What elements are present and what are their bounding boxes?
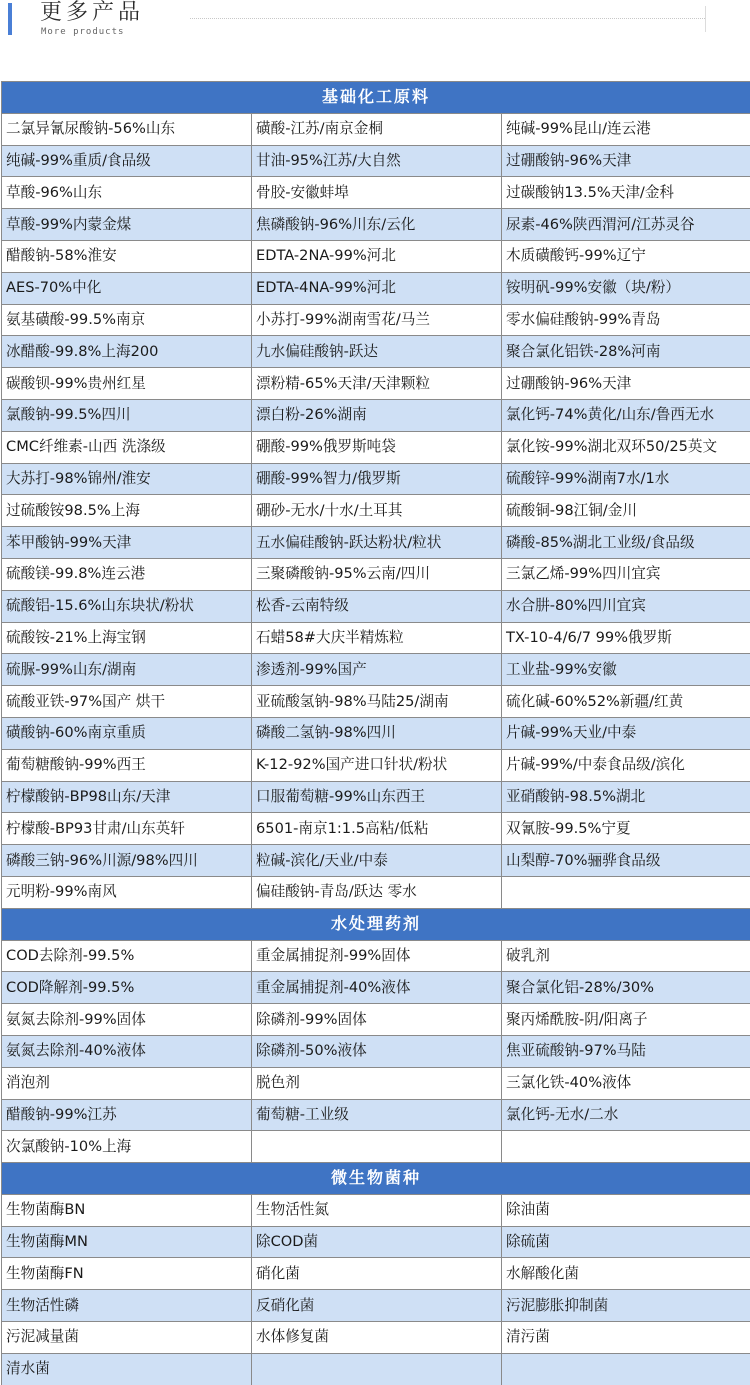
table-row (2, 717, 750, 749)
product-cell: 苯甲酸钠-99%天津 (2, 527, 252, 559)
product-cell: 元明粉-99%南风 (2, 876, 252, 908)
section-title: 微生物菌种 (2, 1163, 750, 1195)
product-cell: 大苏打-98%锦州/淮安 (2, 463, 252, 495)
table-row (2, 368, 750, 400)
product-cell: 水解酸化菌 (502, 1258, 750, 1290)
table-row (2, 1258, 750, 1290)
product-cell: 磺酸-江苏/南京金桐 (252, 113, 502, 145)
product-cell: 除磷剂-99%固体 (252, 1004, 502, 1036)
product-cell: 柠檬酸钠-BP98山东/天津 (2, 781, 252, 813)
table-row (2, 527, 750, 559)
table-row (2, 940, 750, 972)
product-cell: 生物菌酶MN (2, 1226, 252, 1258)
section-title: 水处理药剂 (2, 908, 750, 940)
product-cell: 纯碱-99%昆山/连云港 (502, 113, 750, 145)
product-cell: 生物菌酶BN (2, 1194, 252, 1226)
product-cell: 过硫酸铵98.5%上海 (2, 495, 252, 527)
header-tick (705, 6, 706, 32)
table-row (2, 1290, 750, 1322)
product-cell: 磷酸二氢钠-98%四川 (252, 717, 502, 749)
table-row (2, 1035, 750, 1067)
product-cell: 草酸-96%山东 (2, 177, 252, 209)
product-cell: 氯酸钠-99.5%四川 (2, 399, 252, 431)
table-row (2, 431, 750, 463)
header-accent-bar (8, 3, 12, 35)
product-cell: 6501-南京1:1.5高粘/低粘 (252, 813, 502, 845)
product-cell: EDTA-4NA-99%河北 (252, 272, 502, 304)
product-cell (252, 1353, 502, 1385)
product-cell: 片碱-99%天业/中泰 (502, 717, 750, 749)
product-cell: 重金属捕捉剂-40%液体 (252, 972, 502, 1004)
table-row (2, 495, 750, 527)
table-row (2, 336, 750, 368)
table-row (2, 240, 750, 272)
product-cell: 聚丙烯酰胺-阴/阳离子 (502, 1004, 750, 1036)
table-row (2, 272, 750, 304)
product-cell: 氯化钙-无水/二水 (502, 1099, 750, 1131)
product-cell: 生物活性磷 (2, 1290, 252, 1322)
product-cell: 工业盐-99%安徽 (502, 654, 750, 686)
product-cell: 氨基磺酸-99.5%南京 (2, 304, 252, 336)
product-cell: 粒碱-滨化/天业/中泰 (252, 845, 502, 877)
table-row (2, 177, 750, 209)
product-cell: 污泥膨胀抑制菌 (502, 1290, 750, 1322)
product-cell: 硝化菌 (252, 1258, 502, 1290)
product-cell: 破乳剂 (502, 940, 750, 972)
product-cell: 硼酸-99%俄罗斯吨袋 (252, 431, 502, 463)
table-row (2, 813, 750, 845)
product-cell: 硫酸镁-99.8%连云港 (2, 558, 252, 590)
table-row (2, 876, 750, 908)
table-row (2, 145, 750, 177)
product-cell: 二氯异氰尿酸钠-56%山东 (2, 113, 252, 145)
product-cell: 除硫菌 (502, 1226, 750, 1258)
product-cell (502, 1131, 750, 1163)
product-cell: 铵明矾-99%安徽（块/粉） (502, 272, 750, 304)
table-row (2, 686, 750, 718)
table-row (2, 1131, 750, 1163)
product-cell: 偏硅酸钠-青岛/跃达 零水 (252, 876, 502, 908)
table-row (2, 399, 750, 431)
product-cell: 柠檬酸-BP93甘肃/山东英轩 (2, 813, 252, 845)
product-cell: 五水偏硅酸钠-跃达粉状/粒状 (252, 527, 502, 559)
product-cell: 消泡剂 (2, 1067, 252, 1099)
table-row (2, 590, 750, 622)
product-cell: 硫酸锌-99%湖南7水/1水 (502, 463, 750, 495)
table-row (2, 304, 750, 336)
product-cell: 过碳酸钠13.5%天津/金科 (502, 177, 750, 209)
product-cell: 焦亚硫酸钠-97%马陆 (502, 1035, 750, 1067)
product-cell: 渗透剂-99%国产 (252, 654, 502, 686)
product-cell: 尿素-46%陕西渭河/江苏灵谷 (502, 209, 750, 241)
table-row (2, 1067, 750, 1099)
product-cell: 碳酸钡-99%贵州红星 (2, 368, 252, 400)
table-row (2, 1004, 750, 1036)
product-cell: 零水偏硅酸钠-99%青岛 (502, 304, 750, 336)
product-cell: 水合肼-80%四川宜宾 (502, 590, 750, 622)
product-cell: 硫酸铵-21%上海宝钢 (2, 622, 252, 654)
product-cell: 木质磺酸钙-99%辽宁 (502, 240, 750, 272)
table-row (2, 209, 750, 241)
product-table (1, 81, 750, 1385)
table-row (2, 749, 750, 781)
product-cell: 石蜡58#大庆半精炼粒 (252, 622, 502, 654)
product-cell: 磷酸-85%湖北工业级/食品级 (502, 527, 750, 559)
product-cell: 硫化碱-60%52%新疆/红黄 (502, 686, 750, 718)
product-cell: 三氯乙烯-99%四川宜宾 (502, 558, 750, 590)
product-cell: AES-70%中化 (2, 272, 252, 304)
product-cell: 生物菌酶FN (2, 1258, 252, 1290)
product-cell: 硫酸亚铁-97%国产 烘干 (2, 686, 252, 718)
product-cell: EDTA-2NA-99%河北 (252, 240, 502, 272)
product-cell: 氨氮去除剂-99%固体 (2, 1004, 252, 1036)
product-cell: 聚合氯化铝-28%/30% (502, 972, 750, 1004)
product-cell: 次氯酸钠-10%上海 (2, 1131, 252, 1163)
product-cell: 甘油-95%江苏/大自然 (252, 145, 502, 177)
section-header-row (2, 1163, 750, 1195)
product-cell: 葡萄糖酸钠-99%西王 (2, 749, 252, 781)
product-cell: 氯化钙-74%黄化/山东/鲁西无水 (502, 399, 750, 431)
product-cell: 纯碱-99%重质/食品级 (2, 145, 252, 177)
product-cell (502, 876, 750, 908)
product-cell: 焦磷酸钠-96%川东/云化 (252, 209, 502, 241)
product-cell: 氯化铵-99%湖北双环50/25英文 (502, 431, 750, 463)
product-cell: 除COD菌 (252, 1226, 502, 1258)
product-cell: COD降解剂-99.5% (2, 972, 252, 1004)
product-cell: CMC纤维素-山西 洗涤级 (2, 431, 252, 463)
product-cell: 硫酸铜-98江铜/金川 (502, 495, 750, 527)
table-row (2, 463, 750, 495)
product-cell: 亚硫酸氢钠-98%马陆25/湖南 (252, 686, 502, 718)
table-row (2, 1226, 750, 1258)
product-cell: 漂白粉-26%湖南 (252, 399, 502, 431)
table-row (2, 654, 750, 686)
table-row (2, 1099, 750, 1131)
section-header (0, 0, 750, 40)
product-cell: 除油菌 (502, 1194, 750, 1226)
product-cell: 醋酸钠-58%淮安 (2, 240, 252, 272)
product-cell: 聚合氯化铝铁-28%河南 (502, 336, 750, 368)
product-cell: COD去除剂-99.5% (2, 940, 252, 972)
product-cell: 过硼酸钠-96%天津 (502, 368, 750, 400)
table-row (2, 622, 750, 654)
product-cell: 片碱-99%/中泰食品级/滨化 (502, 749, 750, 781)
header-divider (190, 18, 705, 19)
product-cell: 清污菌 (502, 1322, 750, 1354)
table-row (2, 972, 750, 1004)
product-cell: 磺酸钠-60%南京重质 (2, 717, 252, 749)
product-cell: 松香-云南特级 (252, 590, 502, 622)
table-row (2, 845, 750, 877)
table-row (2, 781, 750, 813)
product-cell: 磷酸三钠-96%川源/98%四川 (2, 845, 252, 877)
product-cell: 九水偏硅酸钠-跃达 (252, 336, 502, 368)
product-cell (252, 1131, 502, 1163)
page-title: 更多产品 (40, 0, 145, 25)
product-cell: 骨胶-安徽蚌埠 (252, 177, 502, 209)
table-row (2, 1322, 750, 1354)
product-cell: 醋酸钠-99%江苏 (2, 1099, 252, 1131)
product-cell: 水体修复菌 (252, 1322, 502, 1354)
product-cell: 三氯化铁-40%液体 (502, 1067, 750, 1099)
product-cell: 脱色剂 (252, 1067, 502, 1099)
product-cell (502, 1353, 750, 1385)
product-cell: 小苏打-99%湖南雪花/马兰 (252, 304, 502, 336)
product-cell: 冰醋酸-99.8%上海200 (2, 336, 252, 368)
product-cell: 重金属捕捉剂-99%固体 (252, 940, 502, 972)
product-cell: 污泥减量菌 (2, 1322, 252, 1354)
table-row (2, 1353, 750, 1385)
product-cell: 反硝化菌 (252, 1290, 502, 1322)
table-row (2, 1194, 750, 1226)
product-cell: 草酸-99%内蒙金煤 (2, 209, 252, 241)
product-cell: 硼酸-99%智力/俄罗斯 (252, 463, 502, 495)
product-cell: 三聚磷酸钠-95%云南/四川 (252, 558, 502, 590)
product-cell: 双氰胺-99.5%宁夏 (502, 813, 750, 845)
table-row (2, 558, 750, 590)
product-cell: 过硼酸钠-96%天津 (502, 145, 750, 177)
page-subtitle: More products (41, 27, 125, 37)
product-cell: 硼砂-无水/十水/土耳其 (252, 495, 502, 527)
product-cell: 口服葡萄糖-99%山东西王 (252, 781, 502, 813)
product-cell: TX-10-4/6/7 99%俄罗斯 (502, 622, 750, 654)
product-cell: 山梨醇-70%骊骅食品级 (502, 845, 750, 877)
product-cell: 葡萄糖-工业级 (252, 1099, 502, 1131)
section-header-row (2, 82, 750, 114)
product-cell: 清水菌 (2, 1353, 252, 1385)
section-title: 基础化工原料 (2, 82, 750, 114)
product-cell: 硫酸铝-15.6%山东块状/粉状 (2, 590, 252, 622)
product-cell: 硫脲-99%山东/湖南 (2, 654, 252, 686)
table-row (2, 113, 750, 145)
product-cell: 亚硝酸钠-98.5%湖北 (502, 781, 750, 813)
product-cell: 氨氮去除剂-40%液体 (2, 1035, 252, 1067)
product-cell: 生物活性氮 (252, 1194, 502, 1226)
product-cell: 漂粉精-65%天津/天津颗粒 (252, 368, 502, 400)
product-cell: 除磷剂-50%液体 (252, 1035, 502, 1067)
section-header-row (2, 908, 750, 940)
product-cell: K-12-92%国产进口针状/粉状 (252, 749, 502, 781)
